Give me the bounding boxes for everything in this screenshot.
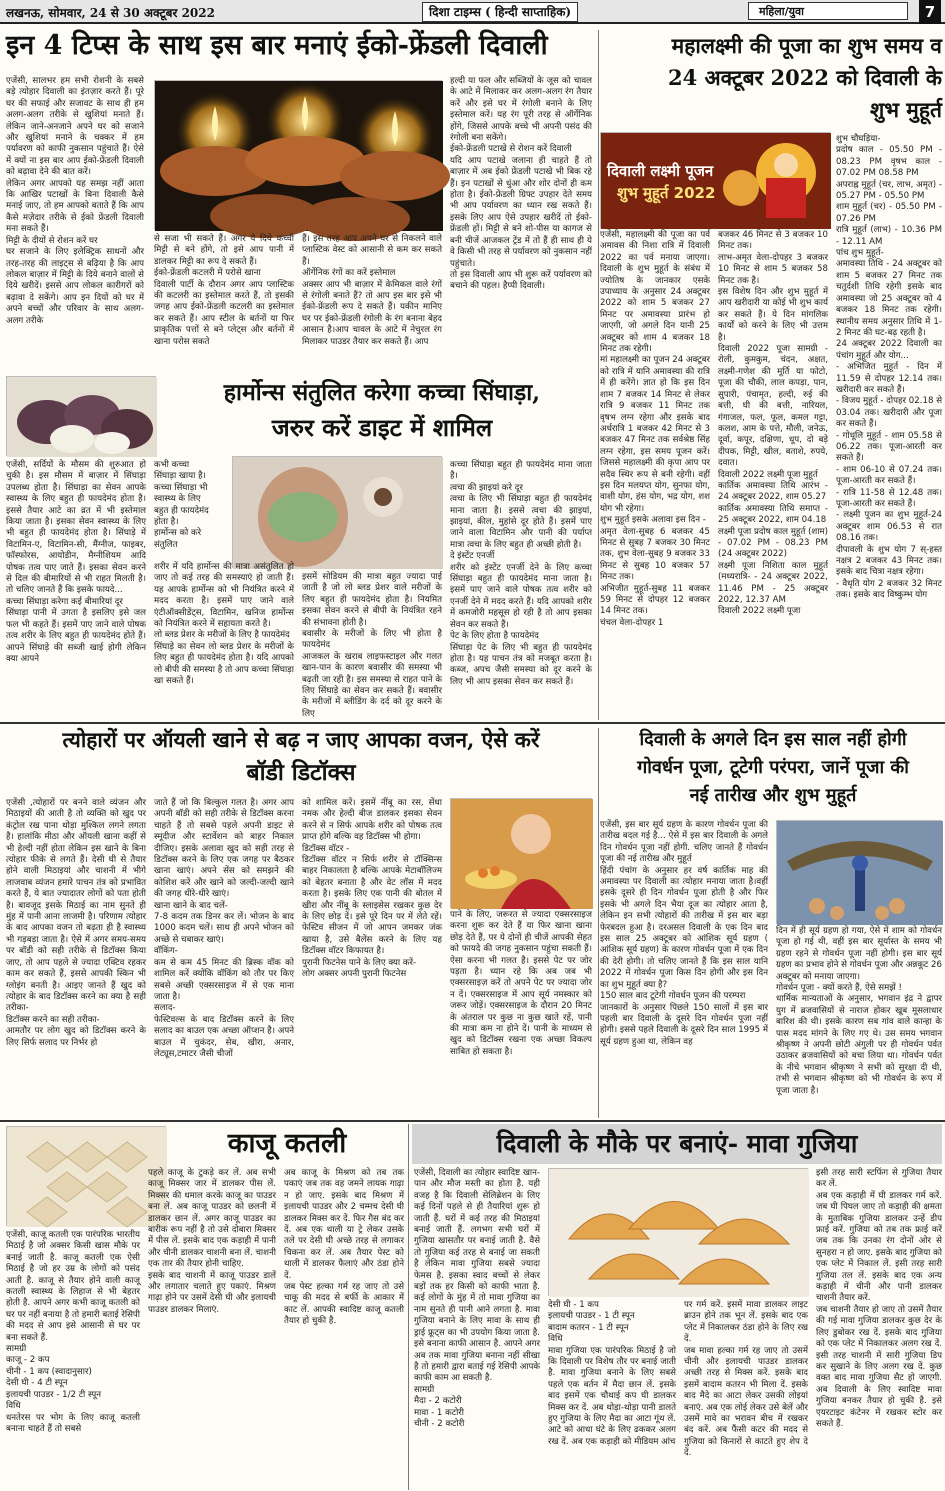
- a1-col-4: हल्दी या फल और सब्जियों के जूस को चावल के आटे में मिलाकर कर अलग-अलग रंग तैयार करें और इसे घर में रंगोली बनाने के लिए इस्तेमाल करें। यह रंग पूरी तरह से ऑर्गेनिक होंगे, जिससे आपके बच्चे भी अपनी पसंद की रंगोली बना सकेंगे। ईको-फ्रेंडली पटाखे से रोशन करें दिवाली यदि आप पटाखे जलाना ही चाहते हैं तो बाज़ार में अब ईको फ्रेंडली पटाखे भी बिक रहे हैं। इन पटाखों से धुंआ और शोर दोनों ही कम होता है। ईको-फ्रेंडली ग्रिफ्ट उपहार देते समय भी आप पर्यावरण का ध्यान रख सकते हैं। इसके लिए आप ऐसे उपहार खरीदें तो ईको-फ्रेंडली हों। मिट्टी से बने शो-पीस या कागज से बनी चीजें आजकल ट्रेंड में तो हैं ही साथ ही ये वे किसी भी तरह से पर्यावरण को नुकसान नहीं पहुंचाते। तो इस दिवाली आप भी शुरू करें पर्यावरण को बचाने की पहल। हैप्पी दिवाली।: [450, 76, 592, 292]
- a2-col-1: एजेंसी, सर्दियों के मौसम की शुरुआत हो चुकी है। इस मौसम में बाज़ार में सिंघाड़ा उपलब्ध होता है। सिंघाड़ा का सेवन आपके स्वास्थ्य के लिए बहुत ही फायदेमंद होता है। इससे तैयार आटे का व्रत में भी इस्तेमाल किया जाता है। इसका सेवन स्वास्थ्य के लिए भी बहुत ही फायदेमंद होता है। सिंघाड़े में विटामिन-ए, विटामिन-सी, मैंग्नीज, फाइबर, फॉस्फोरस, आयोडीन, मैग्नीशियम आदि पोषक तत्व पाए जाते हैं। इसका सेवन करने से दिल की बीमारियों से भी राहत मिलती है। तो चलिए जानते हैं कि इसके फायदे... कच्चा सिंघाड़ा करेगा कई बीमारियां दूर सिंघाड़ा पानी में उगता है इसलिए इसे जल फल भी कहते हैं। इसमें पाए जाने वाले पोषक तत्व शरीर के लिए बहुत ही फायदेमंद होते हैं। आपने सिंघाड़े की सब्जी खाई होगी लेकिन क्या आपने: [6, 460, 146, 664]
- a7-headline: दिवाली के मौके पर बनाएं- मावा गुजिया: [412, 1124, 942, 1164]
- a3-headline-line-3: शुभ मुहूर्त: [869, 97, 942, 122]
- a4-col-4: पाने के लिए, जरूरत से ज्यादा एक्सरसाइज करना शुरू कर देते हैं या फिर खाना खाना छोड़ देते हैं, पर ये दोनों ही चीजें आपकी सेहत को फायदे की जगह नुकसान पहुंचा सकती हैं। ऐसा करना भी गलत है। इससे पेट पर जोर पड़ता है। ध्यान रहे कि अब जब भी एक्सरसाइज़ करें तो अपने पेट पर ज्यादा जोर न दें। एक्सरसाइज में आप सूर्य नमस्कार को जरूर जोड़ें। एक्सरसाइज के दौरान 20 मिनट के अंतराल पर कुछ ना कुछ खाते रहें, पानी की मात्रा कम ना होने दें। पानी के माध्यम से खुद को डिटॉक्स रखना एक अच्छा विकल्प साबित हो सकता है।: [450, 910, 592, 1057]
- page-number: 7: [919, 0, 941, 24]
- krishna-govardhan-image: [777, 821, 943, 925]
- photo-caption-2: शुभ मुहूर्त 2022: [617, 184, 716, 202]
- a7-col-1: एजेंसी, दिवाली का त्योहार स्वादिष्ट खान-पान और मौज मस्ती का होता है. यही वजह है कि दिवाली सेलिब्रेशन के लिए कई दिनों पहले से ही तैयारियां शुरू हो जाती हैं. घरों में कई तरह की मिठाइयां बनाई जाती हैं. लगभग सभी घरों में गुजिया खासतौर पर बनाई जाती है. वैसे तो गुजिया कई तरह से बनाई जा सकती है लेकिन मावा गुजिया सबसे ज्यादा फेमस है. इसका स्वाद बच्चों से लेकर बड़ों तक हर किसी को काफी भाता है. कई लोगों के मुंह में तो मावा गुजिया का नाम सुनते ही पानी आने लगता है. मावा गुजिया बनाने के लिए मावा के साथ ही ड्राई फ्रूट्स का भी उपयोग किया जाता है. इसे बनाना काफी आसान है. आपने अगर अब तक मावा गुजिया बनाना नहीं सीखा है तो हमारी द्वारा बताई गई रेसिपी आपके काफी काम आ सकती है. सामग्री मैदा - 2 कटोरी मावा - 1 कटोरी चीनी - 2 कटोरी: [414, 1168, 540, 1429]
- a3-col-3: शुभ चौघड़िया- प्रदोष काल - 05.50 PM - 08.23 PM वृषभ काल - 07.02 PM 08.58 PM अपराह्न मुहूर्त (चर, लाभ, अमृत) - 05.27 PM - 05.50 PM शाम मुहूर्त (चर) - 05.50 PM - 07.26 PM रात्रि मुहूर्त (लाभ) - 10.36 PM - 12.11 AM पांच शुभ मुहूर्त- अमावस्या तिथि - 24 अक्टूबर को शाम 5 बजकर 27 मिनट तक चतुर्दशी तिथि रहेगी इसके बाद अमावस्या जो 25 अक्टूबर को 4 बजकर 18 मिनट तक रहेगी। स्थानीय समय अनुसार तिथि में 1-2 मिनट की घट-बढ़ रहती है। 24 अक्टूबर 2022 दिवाली का पंचांग मुहूर्त और योग... - अभिजित मुहूर्त - दिन में 11.59 से दोपहर 12.14 तक। खरीदारी कर सकते हैं। - विजय मुहूर्त - दोपहर 02.18 से 03.04 तक। खरीदारी और पूजा कर सकते हैं। - गोधूलि मुहूर्त - शाम 05.58 से 06.22 तक। पूजा-आरती कर सकते हैं। - शाम 06-10 से 07.24 तक। पूजा-आरती कर सकते हैं। - रात्रि 11-58 से 12.48 तक। पूजा-आरती कर सकते हैं। - लक्ष्मी पूजन का शुभ मुहूर्त-24 अक्टूबर शाम 06.53 से रात 08.16 तक। दीपावली के शुभ योग 7 स्-हस्त नक्षत्र 2 बजकर 43 मिनट तक। इसके बाद चित्रा नक्षत्र रहेगा। - वैधृति योग 2 बजकर 32 मिनट तक। इसके बाद विष्कुम्भ योग: [836, 134, 942, 601]
- a3-col-2: बजकर 46 मिनट से 3 बजकर 10 मिनट तक। लाभ-अमृत वेला-दोपहर 3 बजकर 10 मिनट से शाम 5 बजकर 58 मिनट तक है। इस विशेष दिन और शुभ मुहूर्त में आप खरीदारी या कोई भी शुभ कार्य कर सकते हैं। ये दिन मांगलिक कार्यों को करने के लिए भी उत्तम है। दिवाली 2022 पूजा सामग्री - रोली, कुमकुम, चंदन, अक्षत, लक्ष्मी-गणेश की मूर्ति या फोटो, पूजा की चौकी, लाल कपड़ा, पान, सुपारी, पंचामृत, हल्दी, रुई की बत्ती, घी की बत्ती, नारियल, गंगाजल, फल, फूल, कमल गट्टा, कलश, आम के पत्ते, मौली, जनेऊ, दूर्वा, कपूर, दक्षिणा, धूप, दो बड़े दीपक, मिट्टी, खील, बताशे, रुपये, दवात। दिवाली 2022 लक्ष्मी पूजा मुहूर्त कार्तिक अमावस्या तिथि आरंभ - 24 अक्टूबर 2022, शाम 05.27 कार्तिक अमावस्या तिथि समाप्त - 25 अक्टूबर 2022, शाम 04.18 लक्ष्मी पूजा प्रदोष काल मुहूर्त (शाम) - 07.02 PM - 08.23 PM (24 अक्टूबर 2022) लक्ष्मी पूजा निशिता काल मुहूर्त (मध्यरात्रि- - 24 अक्टूबर 2022, 11.46 PM - 25 अक्टूबर 2022, 12.37 AM दिवाली 2022 लक्ष्मी पूजा: [718, 230, 828, 617]
- a3-headline-line-2: 24 अक्टूबर 2022 को दिवाली के: [668, 65, 942, 90]
- section-name: महिला/युवा: [748, 2, 908, 20]
- a1-col-1: एजेंसी, सालभर हम सभी रोशनी के सबसे बड़े त्योहार दिवाली का इंतज़ार करते हैं। पूरे घर की सफाई और सजावट के साथ ही हम अलग-अलग तरीके से खुशियां मनाते हैं। लेकिन जाने-अनजाने अपने घर को सजाने और खुशियां मनाने के चक्कर में हम पर्यावरण को काफी नुकसान पहुंचाते हैं। ऐसे में क्यों ना इस बार आप ईको-फ्रेंडली दिवाली को बढ़ावा देने की बात करें। लेकिन अगर आपको यह समझ नहीं आता कि आखिर पटाखों के बिना दिवाली कैसे मनाई जाए, तो हम आपको बताते हैं कि आप कैसे मज़ेदार तरीके से ईको फ्रेंडली दिवाली मना सकते हैं। मिट्टी के दीयों से रोशन करें घर घर सजाने के लिए इलेक्ट्रिक साधनों और तरह-तरह की लाइट्स से बढ़िया है कि आप लोकल बाज़ार में मिट्टी के दिये बनाने वालों से दिये खरीदें। इससे आप लोकल कारीगरों को बढ़ावा दे सकेंगे। आप इन दियों को घर में अपने बच्चों और परिवार के साथ अलग-अलग तरीके: [6, 76, 144, 326]
- a1-col-3: हैं। इस तरह आप अपने घर से निकलने वाले प्लास्टिक वेस्ट को आसानी से कम कर सकते हैं। ऑर्गेनिक रंगों का करें इस्तेमाल अक्सर आप भी बाज़ार में केमिकल वाले रंगों से रंगोली बनाते हैं? तो आप इस बार इसे भी ईको-फ्रेंडली रूप दे सकते हैं। यकीन मानिए घर पर ईको-फ्रेंडली रंगोली के रंग बनाना बेहद आसान है।आप चावल के आटे में नेचुरल रंग मिलाकर पाउडर तैयार कर सकते हैं। आप: [302, 234, 442, 347]
- a5-headline-line-2: गोवर्धन पूजा, टूटेगी परंपरा, जानें पूजा की: [637, 757, 909, 778]
- column-divider: [598, 30, 599, 720]
- a2-singhada-photo: [6, 376, 156, 456]
- a3-lakshmi-photo: [600, 132, 830, 228]
- a5-krishna-photo: [776, 820, 942, 924]
- a2-headline-line-1: हार्मोन्स संतुलित करेगा कच्चा सिंघाड़ा,: [223, 379, 541, 406]
- a4-headline-line-1: त्योहारों पर ऑयली खाने से बढ़ न जाए आपका वजन, ऐसे करें: [62, 727, 540, 752]
- a2-col-2-side: कभी कच्चा सिंघाड़ा खाया है। कच्चा सिंघाड़ा भी स्वास्थ्य के लिए बहुत ही फायदेमंद होता है। हार्मोन्स को करे संतुलित: [154, 460, 209, 550]
- a4-col-3: को शामिल करें। इसमें नींबू का रस, सेंधा नमक और हेल्दी बीज डालकर इसका सेवन करने से न सिर्फ आपके शरीर को पोषक तत्व प्राप्त होंगे बल्कि वह डिटॉक्स भी होगा। डिटॉक्स वॉटर - डिटॉक्स वॉटर न सिर्फ शरीर से टॉक्सिन्स बाहर निकालता है बल्कि आपके मेटाबॉलिज्म को बेहतर बनाता है और वेट लॉस में मदद करता है। इसके लिए एक पानी की बोतल में खीरा और नींबू के स्लाइसेस रखकर कुछ देर के लिए छोड़ दें। इसे पूरे दिन पर में लेते रहें। फेस्टिव सीजन में जो आपन जमकर जंक खाया है, उसे बैलेंस करने के लिए यह डिटॉक्स वॉटर किफायत है। पुरानी फिटनेस पाने के लिए क्या करें- लोग अक्सर अपनी पुरानी फिटनेस: [302, 798, 442, 980]
- column-divider-3: [408, 1124, 409, 1490]
- paper-name: दिशा टाइम्स ( हिन्दी साप्ताहिक): [422, 2, 578, 22]
- a5-headline-line-3: नई तारीख और शुभ मुहूर्त: [689, 785, 857, 806]
- kaju-katli-image: [7, 1127, 167, 1227]
- face-mask-image: [233, 457, 443, 569]
- a3-col-1: एजेंसी, महालक्ष्मी की पूजा का पर्व अमावस की निशा रात्रि में दिवाली 2022 का पर्व मनाया जाएगा। दिवाली के शुभ मुहूर्त के संबंध में ज्योतिष के जानकार एसके उपाध्याय के अनुसार 24 अक्टूबर 2022 को शाम 5 बजकर 27 मिनट पर अमावस्या प्रारंभ हो जाएगी, जो अगले दिन यानी 25 अक्टूबर को शाम 4 बजकर 18 मिनट तक रहेगी। मां महालक्ष्मी का पूजन 24 अक्टूबर को रात्रि में यानि अमावस्या की रात्रि में ही करेंगे। ज्ञात हो कि इस दिन शाम 7 बजकर 14 मिनट से लेकर रात्रि 9 बजकर 11 मिनट तक वृषभ लग्न रहेगा और इसके बाद अर्धरात्रि 1 बजकर 42 मिनट से 3 बजकर 47 मिनट तक सर्वश्रेष्ठ सिंह लग्न रहेगा, इस समय पूजन करें। जिससे महालक्ष्मी की कृपा आप पर सदैव स्थिर रूप से बनी रहेगी। वहीं इस दिन मलयप्त योग, सुनफा योग, वाशी योग, हंस योग, भद्र योग, शश योग भी रहेगा। शुभ मुहूर्त इसके अलावा इस दिन - अमृत वेला-सुबह 6 बजकर 45 मिनट से सुबह 7 बजकर 30 मिनट तक, शुभ वेला-सुबह 9 बजकर 33 मिनट से सुबह 10 बजकर 57 मिनट तक। अभिजीत मुहूर्त-सुबह 11 बजकर 59 मिनट से दोपहर 12 बजकर 14 मिनट तक। चंचल वेला-दोपहर 1: [600, 230, 710, 628]
- diya-lamps-image: [155, 81, 443, 231]
- gujiya-image: [549, 1169, 809, 1297]
- a2-col-2: शरीर में यदि हार्मोन्स की मात्रा असंतुलित हो जाए तो कई तरह की समस्याएं हो जाती हैं। यह आपके हार्मोन्स को भी नियंत्रित करने में मदद करता है। इसमें पाए जाने वाले एंटीऑक्सीडेंट्स, विटामिन, खनिज हार्मोन्स को नियंत्रित करने में सहायता करते है। लो ब्लड प्रेशर के मरीजों के लिए है फायदेमंद सिंघाड़े का सेवन लो ब्लड प्रेशर के मरीजों के लिए बहुत ही फायदेमंद होता है। यदि आपको लो बीपी की समस्या है तो आप कच्चा सिंघाड़ा खा सकते हैं।: [154, 562, 294, 687]
- a2-headline-line-2: जरुर करें डाइट में शामिल: [271, 413, 493, 442]
- woman-sweets-image: [451, 799, 593, 909]
- a7-gujiya-photo: [548, 1168, 808, 1296]
- section-divider: [0, 722, 945, 724]
- column-divider-2: [598, 728, 599, 1118]
- lakshmi-ganesh-image: [601, 133, 831, 229]
- section-divider-2: [0, 1120, 945, 1122]
- a1-col-2: से सजा भी सकते हैं। अगर ये दिये कच्ची मिट्टी से बने होंगे, तो इसे आप पानी में डालकर मिट्टी का रूप दे सकते हैं। ईको-फ्रेंडली कटलरी में परोसे खाना दिवाली पार्टी के दौरान अगर आप प्लास्टिक की कटलरी का इस्तेमाल करते हैं, तो इसकी जगह आप ईको-फ्रेंडली कटलरी का इस्तेमाल कर सकते हैं। आप स्टील के बर्तनों या फिर प्राकृतिक पत्तों से बने प्लेट्स और बर्तनों में खाना परोस सकते: [154, 234, 294, 347]
- a6-headline: काजू कतली: [227, 1128, 347, 1159]
- a4-col-2: जाते हैं जो कि बिल्कुल गलत है। अगर आप अपनी बॉडी को सही तरीके से डिटॉक्स करना चाहते हैं तो सबसे पहले अपनी डाइट से स्मूदीज और स्टार्वेशन को बाहर निकाल दीजिए। इसके अलावा खुद को सही तरह से डिटॉक्स करने के लिए एक जगह पर बैठकर खाना खाएं। अपने सेंस को समझने की कोशिश करें और खाने को जल्दी-जल्दी खाने की जगह धीरे-धीरे खाएं। खाना खाने के बाद चलें- 7-8 कदम तक डिनर कर लें। भोजन के बाद 1000 कदम चलें। साथ ही अपने भोजन को अच्छे से चबाकर खाएं। वॉकिंग- कम से कम 45 मिनट की ब्रिस्क वॉक को शामिल करें क्योंकि वॉकिंग को तौर पर किए सबसे अच्छी एक्सरसाइज में से एक माना जाता है। सलाद- फेस्टिवल्स के बाद डिटॉक्स करने के लिए सलाद का बाउल एक अच्छा ऑप्शन है। अपने बाउल में चुकंदर, सेब, खीरा, अनार, लेट्यूस,टमाटर जैसी चीजों: [154, 798, 294, 1059]
- issue-date: लखनऊ, सोमवार, 24 से 30 अक्टूबर 2022: [6, 6, 215, 20]
- a2-col-4: कच्चा सिंघाड़ा बहुत ही फायदेमंद माना जाता है। त्वचा की झाइयां करे दूर त्वचा के लिए भी सिंघाड़ा बहुत ही फायदेमंद माना जाता है। इससे त्वचा की झाइयां, झाइयां, कील, मुहांसे दूर होते हैं। इसमें पाए जाने वाला विटामिन और पानी की पर्याप्त मात्रा त्वचा के लिए बहुत ही अच्छी होती है। दे इंस्टेंट एनर्जी शरीर को इंस्टेंट एनर्जी देने के लिए कच्चा सिंघाड़ा बहुत ही फायदेमंद माना जाता है। इसमें पाए जाने वाले पोषक तत्व शरीर को एनर्जी देने में मदद करते हैं। यदि आपको शरीर में कमजोरी महसूस हो रही है तो आप इसका सेवन कर सकते हैं। पेट के लिए होता है फायदेमंद सिंघाड़ा पेट के लिए भी बहुत ही फायदेमंद होता है। यह पाचन तंत्र को मजबूत करता है। कब्ज, अपच जैसी समस्या को दूर करने के लिए भी आप इसका सेवन कर सकते हैं।: [450, 460, 592, 687]
- a5-col-1: एजेंसी, इस बार सूर्य ग्रहण के कारण गोवर्धन पूजा की तारीख बदल गई है... ऐसे में इस बार दिवाली के अगले दिन गोवर्धन पूजा नहीं होगी. चलिए जानते हैं गोवर्धन पूजा की नई तारीख और मुहूर्त हिंदी पंचांग के अनुसार हर वर्ष कार्तिक माह की अमावस्या पर दिवाली का त्योहार मनाया जाता है।वहीं इसके दूसरे ही दिन गोवर्धन पूजा होती है और फिर इसके भी अगले दिन भैया दूज का त्योहार आता है, लेकिन इन सभी त्योहारों की तारीख में इस बार बड़ा फेरबदल हुआ है। दरअसल दिवाली के एक दिन बाद इस साल 25 अक्टूबर को आंशिक सूर्य ग्रहण ( आंशिक सूर्य ग्रहण) के कारण गोवर्धन पूजा में एक दिन की देरी होगी। तो चलिए जानते हैं कि इस साल यानि 2022 में गोवर्धन पूजा किस दिन होगी और इस दिन का शुभ मुहूर्त क्या है? 150 साल बाद टूटेगी गोवर्धन पूजन की परम्परा जानकारों के अनुसार पिछले 150 सालों में इस बार पहली बार दिवाली के दूसरे दिन गोवर्धन पूजा नहीं होगी। इससे पहले दिवाली के दूसरे दिन साल 1995 में सूर्य ग्रहण हुआ था, लेकिन वह: [600, 820, 768, 1047]
- water-chestnut-image: [7, 377, 157, 457]
- a4-headline-line-2: बॉडी डिटॉक्स: [246, 759, 356, 786]
- a1-headline: इन 4 टिप्स के साथ इस बार मनाएं ईको-फ्रेंडली दिवाली: [6, 30, 548, 61]
- a5-col-2: दिन में ही सूर्य ग्रहण हो गया, ऐसे में शाम को गोवर्धन पूजा हो गई थी, वहीं इस बार सूर्यास्त के समय भी ग्रहण रहने से गोवर्धन पूजा नहीं होगी। इस बार सूर्य ग्रहण का प्रभाव होने से गोवर्धन पूजा और अन्नकूट 26 अक्टूबर को मनाया जाएगा। गोवर्धन पूजा - क्यों करते हैं, ऐसे समझें ! धार्मिक मान्यताओं के अनुसार, भगवान इंद्र ने द्वापर युग में ब्रजवासियों से नाराज होकर खूब मूसलाधार बारिश की थी। इसके कारण सब गांव वाले कान्हा के पास मदद मांगने के लिए गए थे। उस समय भगवान श्रीकृष्ण ने अपनी छोटी अंगुली पर ही गोवर्धन पर्वत उठाकर ब्रजवासियों को बचा लिया था। गोवर्धन पर्वत के नीचे भगवान श्रीकृष्ण ने सभी को सुरक्षा दी थी, तभी से भगवान श्रीकृष्ण को भी गोवर्धन के रूप में पूजा जाता है।: [776, 926, 942, 1096]
- a7-col-2: देसी घी - 1 कप इलायची पाउडर - 1 टी स्पून बादाम कतरन - 1 टी स्पून विधि मावा गुजिया एक पारंपरिक मिठाई है जो कि दिवाली पर विशेष तौर पर बनाई जाती है. मावा गुजिया बनाने के लिए सबसे पहले एक बर्तन में मैदा छान लें. इसके बाद इसमें एक चौथाई कप घी डालकर मिक्स कर दें. अब थोड़ा-थोड़ा पानी डालते हुए गुजिया के लिए मैदा का आटा गूंथ लें. आटे को आधा घंटे के लिए ढककर अलग रख दें. अब एक कड़ाही को मीडियम आंच: [548, 1300, 676, 1447]
- a7-col-3: पर गर्म करें. इसमें मावा डालकर लाइट ब्राउन होने तक भून लें. इसके बाद एक प्लेट में निकालकर ठंडा होने के लिए रख दें. जब मावा हल्का गर्म रह जाए तो उसमें चीनी और इलायची पाउडर डालकर अच्छी तरह से मिक्स करें. इसके बाद इसमें बादाम कतरन भी मिला दें. इसके बाद मैदे का आटा लेकर उसकी लोइयां बनाएं. अब एक लोई लेकर उसे बेलें और उसमें मावे का भरावन बीच में रखकर बंद करें. अब फैंसी कटर की मदद से गुजिया को किनारों से काटते हुए शेप दे दें.: [684, 1300, 808, 1459]
- a6-kaju-katli-photo: [6, 1126, 166, 1226]
- a3-headline-line-1: महालक्ष्मी की पूजा का शुभ समय व: [671, 33, 942, 58]
- a2-face-photo: [232, 456, 442, 568]
- a6-col-2: पहले काजू के टुकड़े कर लें. अब सभी काजू मिक्सर जार में डालकर पीस लें. मिक्सर की धमाल करके काजू का पाउडर बना लें. अब काजू पाउडर को छलनी में डालकर छान लें. अगर काजू पाउडर का बारीक रूप नहीं है तो उसे दोबारा मिक्सर में पीस लें. इसके बाद एक कड़ाही में पानी और चीनी डालकर चाशनी बना लें. चाशनी एक तार की तैयार होनी चाहिए. इसके बाद चाशनी में काजू पाउडर डालें और लगातार चलाते हुए पकाएं. मिश्रण गाढ़ा होने पर उसमें देसी घी और इलायची पाउडर डालकर मिलाएं.: [148, 1168, 276, 1315]
- a4-col-1: एजेंसी ,त्योहारों पर बनने वाले व्यंजन और मिठाइयों की आती है तो व्यक्ति को खुद पर कंट्रोल रख पाना थोड़ा मुश्किल लगने लगता है। हालांकि मीठा और ऑयली खाना कहीं से भी हेल्दी नहीं होता लेकिन इस खाने के बिना त्योहार फीके से लगते हैं। देसी घी से तैयार होने वाली मिठाइयां और चाशनी में भीगे लाजवाब व्यंजन हमारे पाचन तंत्र को प्रभावित करते हैं, ये बात ज्यादातर लोगों को पता होती है। बावजूद इसके मिठाई का नाम सुनते ही मुंह में पानी आना लाजमी है। परिणाम त्योहार के बाद आपका वजन तो बढ़ता ही है स्वास्थ्य भी गड़बड़ा जाता है। ऐसे में अगर समय-समय पर बॉडी को सही तरीके से डिटॉक्स किया जाए, तो आप पहले से ज्यादा एक्टिव रहकर काम कर सकते हैं, इससे आपकी स्किन भी ग्लोइंग बनती है। आइए जानते हैं खुद को त्योहार के बाद डिटॉक्स करने का क्या है सही तरीका- डिटॉक्स करने का सही तरीका- आमतौर पर लोग खुद को डिटॉक्स करने के लिए सिर्फ सलाद पर निर्भर हो: [6, 798, 146, 1048]
- photo-caption-1: दिवाली लक्ष्मी पूजन: [607, 162, 714, 180]
- a7-col-4: इसी तरह सारी स्टफिंग से गुजिया तैयार कर लें. अब एक कड़ाही में घी डालकर गर्म करें. जब घी पिघल जाए तो कड़ाही की क्षमता के मुताबिक गुजिया डालकर उन्हें डीप फ्राई करें. गुजिया को तब तक फ्राई करें जब तक कि उनका रंग दोनों ओर से सुनहरा न हो जाए. इसके बाद गुजिया को एक प्लेट में निकाल लें. इसी तरह सारी गुजिया तल लें. इसके बाद एक अन्य कड़ाही में चीनी और पानी डालकर चाशनी तैयार करें. जब चाशनी तैयार हो जाए तो उसमें तैयार की गई मावा गुजिया डालकर कुछ देर के लिए डुबोकर रख दें. इसके बाद गुजिया को एक प्लेट में निकालकर अलग रख दें. इसी तरह चाशनी में सारी गुजिया डिप कर सुखाने के लिए अलग रख दें. कुछ वक्त बाद मावा गुजिया सैट हो जाएगी. अब दिवाली के लिए स्वादिष्ट मावा गुजिया बनकर तैयार हो चुकी है. इसे एयरटाइट कंटेनर में रखकर स्टोर कर सकते हैं.: [816, 1168, 942, 1429]
- a1-diya-photo: [154, 80, 442, 230]
- a2-col-3: इसमें सोडियम की मात्रा बहुत ज्यादा पाई जाती है जो लो ब्लड प्रेशर वाले मरीजों के लिए बहुत ही फायदेमंद होता है। नियमित इसका सेवन करने से बीपी के नियंत्रित रहने की संभावना होती है। बवासीर के मरीजों के लिए भी होता है फायदेमंद आजकल के खराब लाइफस्टाइल और गलत खान-पान के कारण बवासीर की समस्या भी बढ़ती जा रही है। इस समस्या से राहत पाने के लिए सिंघाड़े का सेवन कर सकते हैं। बवासीर के मरीजों में ब्लीडिंग के दर्द को दूर करने के लिए: [302, 572, 442, 719]
- a5-headline-line-1: दिवाली के अगले दिन इस साल नहीं होगी: [639, 729, 907, 750]
- a6-col-1: एजेंसी, काजू कतली एक पारंपरिक भारतीय मिठाई है जो अक्सर किसी खास मौके पर बनाई जाती है. काजू कतली एक ऐसी मिठाई है जो हर उम्र के लोगों को पसंद आती है. काजू से तैयार होने वाली काजू कतली स्वास्थ्य के लिहाज से भी बेहतर होती है. आपने अगर कभी काजू कतली को घर पर नहीं बनाया है तो हमारी बताई रेसिपी की मदद से आप इसे आसानी से घर पर बना सकते हैं. सामग्री काजू - 2 कप चीनी - 1 कप (स्वादानुसार) देसी घी - 4 टी स्पून इलायची पाउडर - 1/2 टी स्पून विधि धनतेरस पर भोग के लिए काजू कतली बनाना चाहते हैं तो सबसे: [6, 1230, 140, 1434]
- a4-sweets-photo: [450, 798, 592, 908]
- a6-col-3: अब काजू के मिश्रण को तब तक पकाएं जब तक वह जमने लायक गाढ़ा न हो जाए. इसके बाद मिश्रण में इलायची पाउडर और 2 चम्मच देसी घी डालकर मिक्स कर दें. फिर गैस बंद कर दें. अब एक थाली या ट्रे लेकर उसके तले पर देसी घी अच्छे तरह से लगाकर चिकना कर लें. अब तैयार पेस्ट को थाली में डालकर फैलाएं और ठंडा होने दें. जब पेस्ट हल्का गर्म रह जाए तो उसे चाकू की मदद से बर्फी के आकार में काट लें. आपकी स्वादिष्ट काजू कतली तैयार हो चुकी है.: [284, 1168, 404, 1327]
- page-header: [0, 0, 945, 24]
